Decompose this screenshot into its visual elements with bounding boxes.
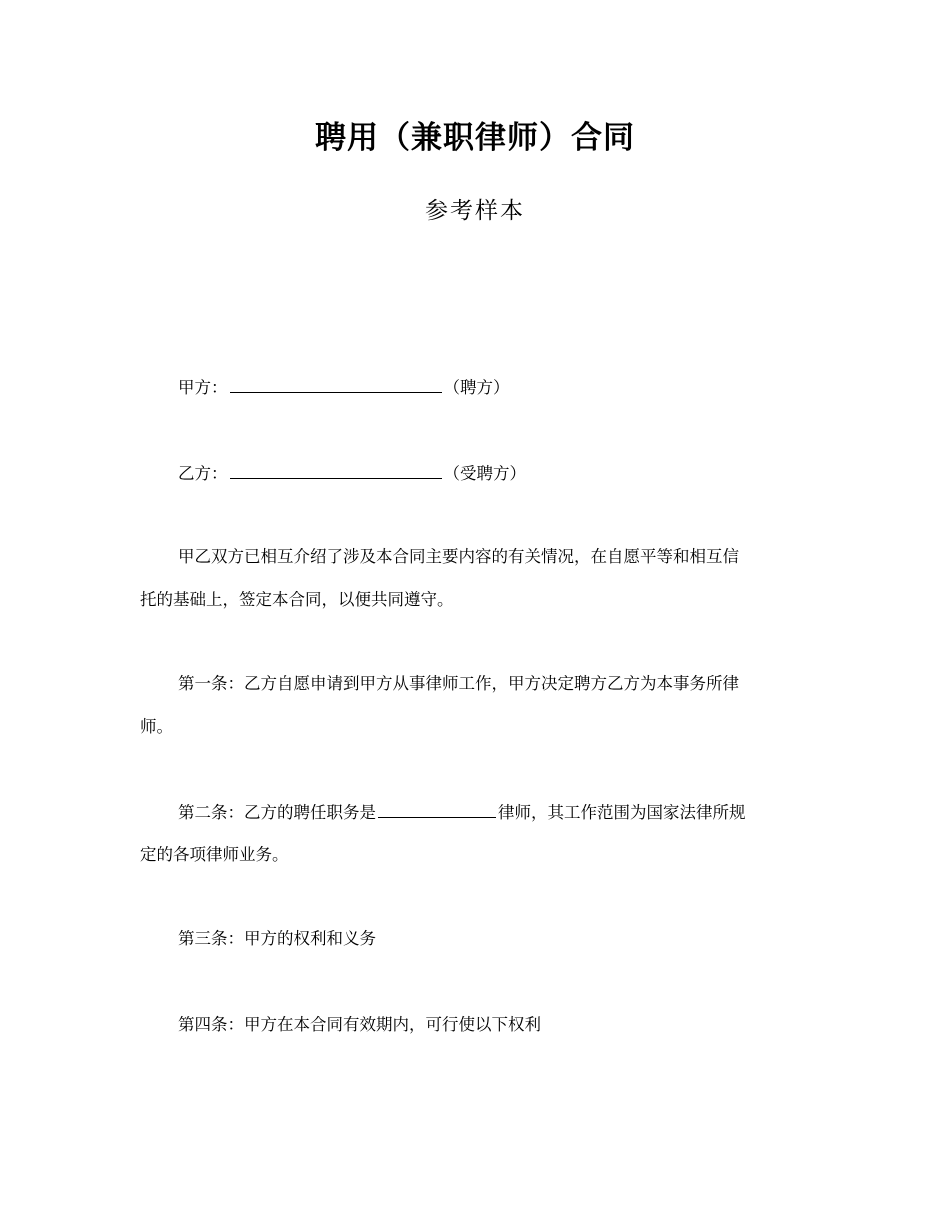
- party-a-note: （聘方）: [443, 378, 510, 397]
- article-1-line-2: 师。: [140, 717, 173, 736]
- party-a-blank: [230, 376, 442, 393]
- article-3: 第三条：甲方的权利和义务: [178, 929, 376, 948]
- party-a-line: [178, 376, 510, 399]
- article-2-blank: [378, 801, 496, 818]
- intro-line-1: 甲乙双方已相互介绍了涉及本合同主要内容的有关情况，在自愿平等和相互信: [178, 547, 739, 566]
- article-2-suffix: 律师，其工作范围为国家法律所规: [498, 803, 746, 822]
- party-b-blank: [230, 462, 442, 479]
- document-title: 聘用（兼职律师）合同: [315, 120, 635, 156]
- article-2-line-1: [178, 801, 746, 824]
- party-b-label: 乙方：: [178, 464, 228, 483]
- article-2-line-2: 定的各项律师业务。: [140, 845, 289, 864]
- article-2-prefix: 第二条：乙方的聘任职务是: [178, 803, 376, 822]
- article-1-line-1: 第一条：乙方自愿申请到甲方从事律师工作，甲方决定聘方乙方为本事务所律: [178, 674, 739, 693]
- party-a-label: 甲方：: [178, 378, 228, 397]
- party-b-line: [178, 462, 526, 485]
- party-b-note: （受聘方）: [443, 464, 526, 483]
- intro-line-2: 托的基础上，签定本合同，以便共同遵守。: [140, 590, 454, 609]
- article-4: 第四条：甲方在本合同有效期内，可行使以下权利: [178, 1015, 541, 1034]
- document-subtitle: 参考样本: [425, 198, 525, 224]
